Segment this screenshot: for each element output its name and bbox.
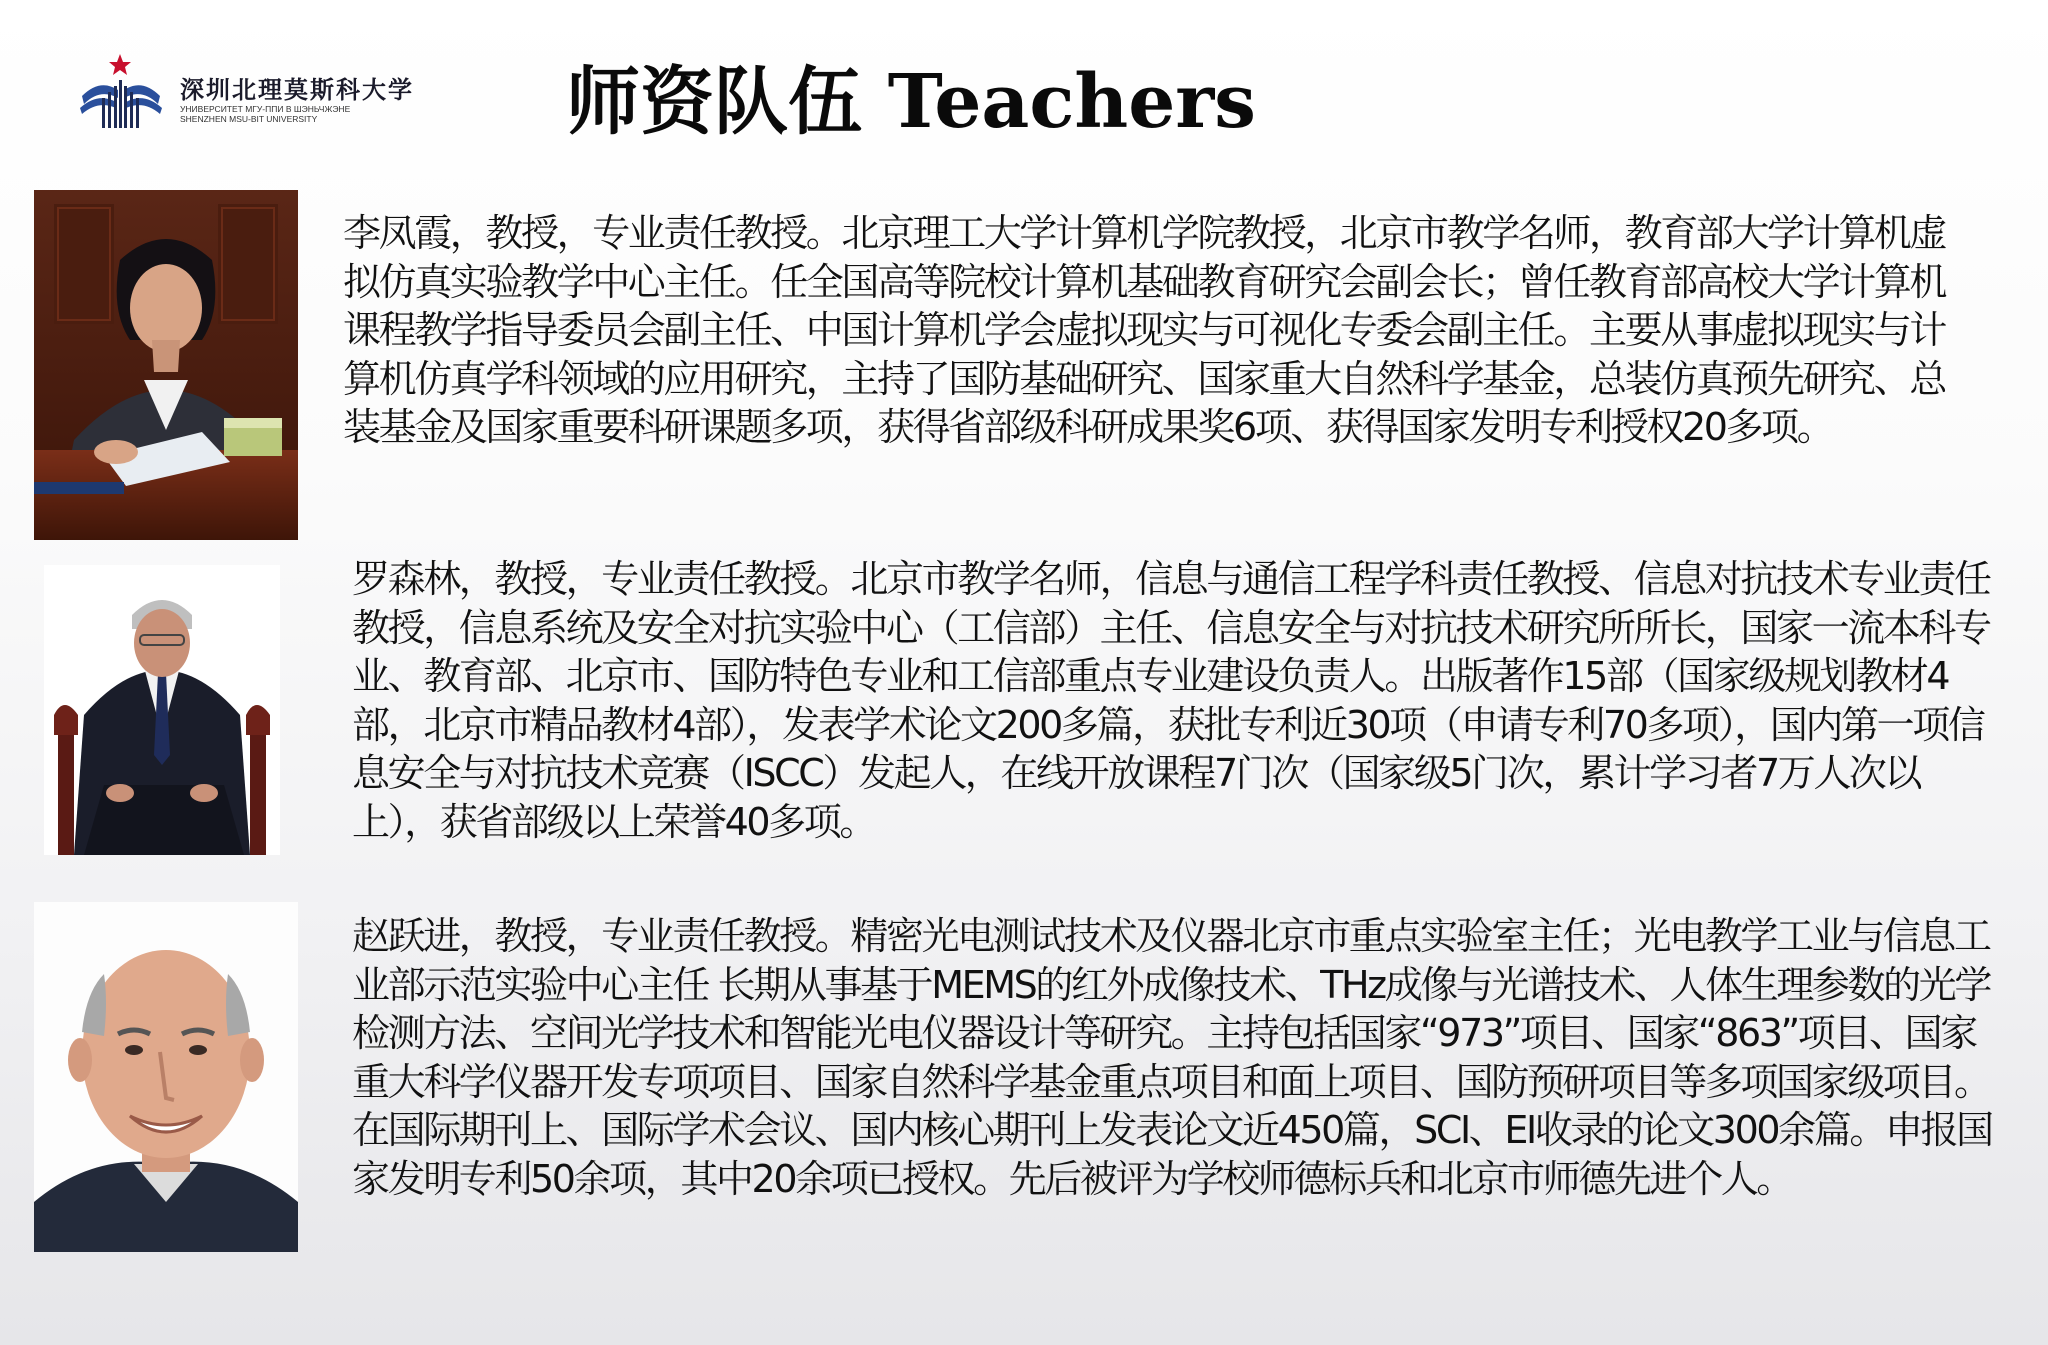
teacher-bio-3: 赵跃进，教授，专业责任教授。精密光电测试技术及仪器北京市重点实验室主任；光电教学工业与信息工业部示范实验中心主任 长期从事基于MEMS的红外成像技术、THz成像与光谱技术、人体生理参数的光学检测方法、空间光学技术和智能光电仪器设计等研究。主持包括国家“973”项目、国家“863”项目、国家重大科学仪器开发专项项目、国家自然科学基金重点项目和面上项目、国防预研项目等多项国家级项目。在国际期刊上、国际学术会议、国内核心期刊上发表论文近450篇，SCI、EI收录的论文300余篇。申报国家发明专利50余项，其中20余项已授权。先后被评为学校师德标兵和北京市师德先进个人。 bbox=[352, 914, 1992, 1201]
teacher-photo-3 bbox=[34, 902, 298, 1252]
teacher-photo-1 bbox=[34, 190, 298, 540]
teacher-bio-2: 罗森林，教授，专业责任教授。北京市教学名师，信息与通信工程学科责任教授、信息对抗技术专业责任教授，信息系统及安全对抗实验中心（工信部）主任、信息安全与对抗技术研究所所长，国家一流本科专业、教育部、北京市、国防特色专业和工信部重点专业建设负责人。出版著作15部（国家级规划教材4部，北京市精品教材4部），发表学术论文200多篇，获批专利近30项（申请专利70多项），国内第一项信息安全与对抗技术竞赛（ISCC）发起人，在线开放课程7门次（国家级5门次，累计学习者7万人次以上），获省部级以上荣誉40多项。 bbox=[352, 557, 1990, 844]
teacher-bio-1: 李凤霞，教授，专业责任教授。北京理工大学计算机学院教授，北京市教学名师，教育部大学计算机虚拟仿真实验教学中心主任。任全国高等院校计算机基础教育研究会副会长；曾任教育部高校大学计算机课程教学指导委员会副主任、中国计算机学会虚拟现实与可视化专委会副主任。主要从事虚拟现实与计算机仿真学科领域的应用研究，主持了国防基础研究、国家重大自然科学基金，总装仿真预先研究、总装基金及国家重要科研课题多项，获得省部级科研成果奖6项、获得国家发明专利授权20多项。 bbox=[343, 211, 1946, 449]
logo-russian-name: УНИВЕРСИТЕТ МГУ-ППИ В ШЭНЬЧЖЭНЕ bbox=[180, 104, 351, 114]
page-title: 师资队伍 Teachers bbox=[566, 59, 1256, 145]
logo-text bbox=[180, 76, 440, 124]
university-emblem-icon bbox=[76, 50, 178, 134]
logo-chinese-name: 深圳北理莫斯科大学 bbox=[180, 75, 414, 104]
logo-english-name: SHENZHEN MSU-BIT UNIVERSITY bbox=[180, 114, 318, 124]
university-logo bbox=[76, 50, 436, 134]
teacher-photo-2 bbox=[44, 565, 280, 855]
